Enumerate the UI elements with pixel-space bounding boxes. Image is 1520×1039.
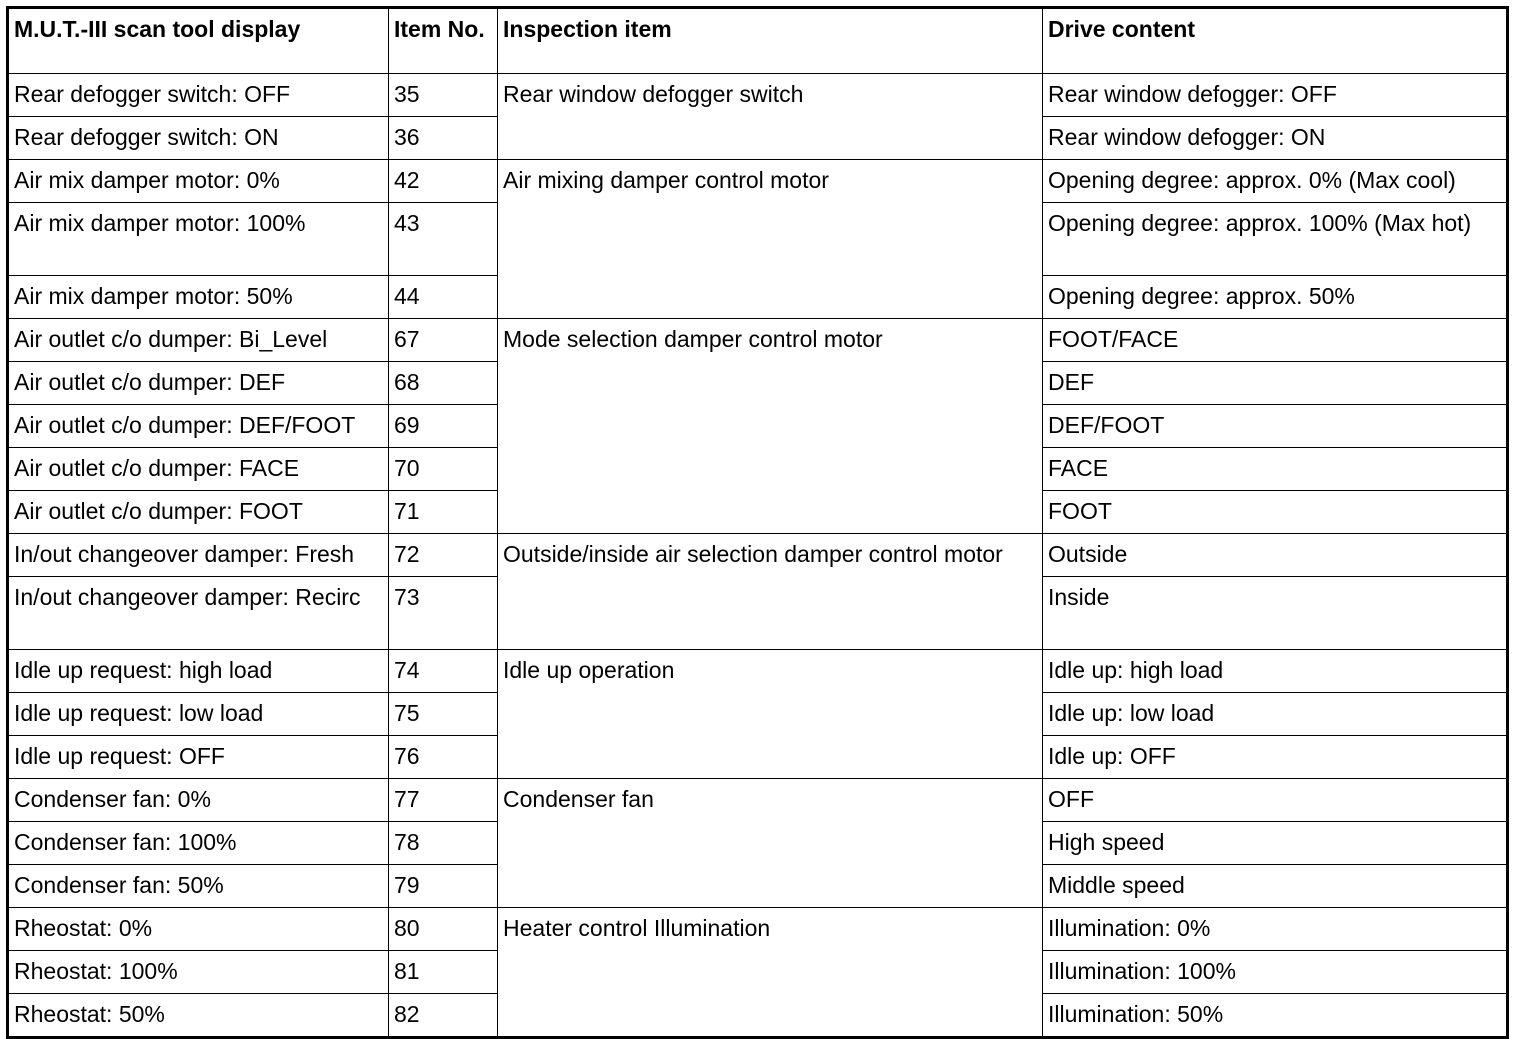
cell-item-no: 72 [389,534,498,577]
cell-display: Rear defogger switch: OFF [8,74,389,117]
cell-item-no: 75 [389,693,498,736]
cell-item-no: 36 [389,117,498,160]
cell-display: Air outlet c/o dumper: FACE [8,448,389,491]
document-page [6,6,1506,1039]
table-row [8,160,1508,203]
cell-drive: Outside [1043,534,1508,577]
table-row [8,650,1508,693]
cell-item-no: 68 [389,362,498,405]
cell-display: Air outlet c/o dumper: FOOT [8,491,389,534]
cell-item-no: 76 [389,736,498,779]
cell-display: Air outlet c/o dumper: DEF/FOOT [8,405,389,448]
table-row [8,74,1508,117]
cell-item-no: 69 [389,405,498,448]
cell-drive: FACE [1043,448,1508,491]
cell-inspection: Heater control Illumination [498,908,1043,1038]
cell-drive: Illumination: 50% [1043,994,1508,1038]
cell-display: Air mix damper motor: 50% [8,276,389,319]
cell-drive: Opening degree: approx. 100% (Max hot) [1043,203,1508,276]
table-row [8,908,1508,951]
cell-display: Idle up request: low load [8,693,389,736]
cell-item-no: 80 [389,908,498,951]
cell-drive: Opening degree: approx. 50% [1043,276,1508,319]
table-row [8,319,1508,362]
cell-drive: Middle speed [1043,865,1508,908]
table-row [8,534,1508,577]
cell-display: Air outlet c/o dumper: Bi_Level [8,319,389,362]
header-row [8,8,1508,74]
cell-inspection: Mode selection damper control motor [498,319,1043,534]
cell-item-no: 73 [389,577,498,650]
cell-item-no: 70 [389,448,498,491]
cell-item-no: 81 [389,951,498,994]
cell-display: Condenser fan: 100% [8,822,389,865]
cell-drive: DEF [1043,362,1508,405]
header-inspection: Inspection item [498,8,1043,74]
cell-drive: Idle up: low load [1043,693,1508,736]
cell-drive: Idle up: OFF [1043,736,1508,779]
cell-drive: Illumination: 0% [1043,908,1508,951]
cell-display: Air outlet c/o dumper: DEF [8,362,389,405]
scan-tool-table [6,6,1509,1039]
header-drive: Drive content [1043,8,1508,74]
cell-drive: DEF/FOOT [1043,405,1508,448]
cell-inspection: Condenser fan [498,779,1043,908]
cell-drive: FOOT [1043,491,1508,534]
cell-item-no: 77 [389,779,498,822]
cell-item-no: 71 [389,491,498,534]
cell-drive: Inside [1043,577,1508,650]
cell-item-no: 79 [389,865,498,908]
header-item-no: Item No. [389,8,498,74]
cell-item-no: 42 [389,160,498,203]
cell-display: In/out changeover damper: Fresh [8,534,389,577]
cell-item-no: 78 [389,822,498,865]
cell-display: Condenser fan: 0% [8,779,389,822]
header-display: M.U.T.-III scan tool display [8,8,389,74]
cell-item-no: 82 [389,994,498,1038]
cell-item-no: 44 [389,276,498,319]
cell-display: Rheostat: 50% [8,994,389,1038]
cell-item-no: 67 [389,319,498,362]
cell-item-no: 74 [389,650,498,693]
cell-inspection: Idle up operation [498,650,1043,779]
cell-display: Condenser fan: 50% [8,865,389,908]
cell-drive: Opening degree: approx. 0% (Max cool) [1043,160,1508,203]
cell-display: Rheostat: 0% [8,908,389,951]
cell-display: In/out changeover damper: Recirc [8,577,389,650]
cell-drive: High speed [1043,822,1508,865]
table-row [8,779,1508,822]
cell-drive: Rear window defogger: OFF [1043,74,1508,117]
cell-display: Idle up request: OFF [8,736,389,779]
cell-display: Rheostat: 100% [8,951,389,994]
cell-item-no: 43 [389,203,498,276]
cell-inspection: Air mixing damper control motor [498,160,1043,319]
cell-drive: Rear window defogger: ON [1043,117,1508,160]
cell-display: Rear defogger switch: ON [8,117,389,160]
cell-inspection: Outside/inside air selection damper control motor [498,534,1043,650]
cell-drive: FOOT/FACE [1043,319,1508,362]
cell-drive: OFF [1043,779,1508,822]
cell-display: Air mix damper motor: 0% [8,160,389,203]
cell-inspection: Rear window defogger switch [498,74,1043,160]
cell-item-no: 35 [389,74,498,117]
cell-drive: Illumination: 100% [1043,951,1508,994]
cell-display: Idle up request: high load [8,650,389,693]
cell-drive: Idle up: high load [1043,650,1508,693]
cell-display: Air mix damper motor: 100% [8,203,389,276]
